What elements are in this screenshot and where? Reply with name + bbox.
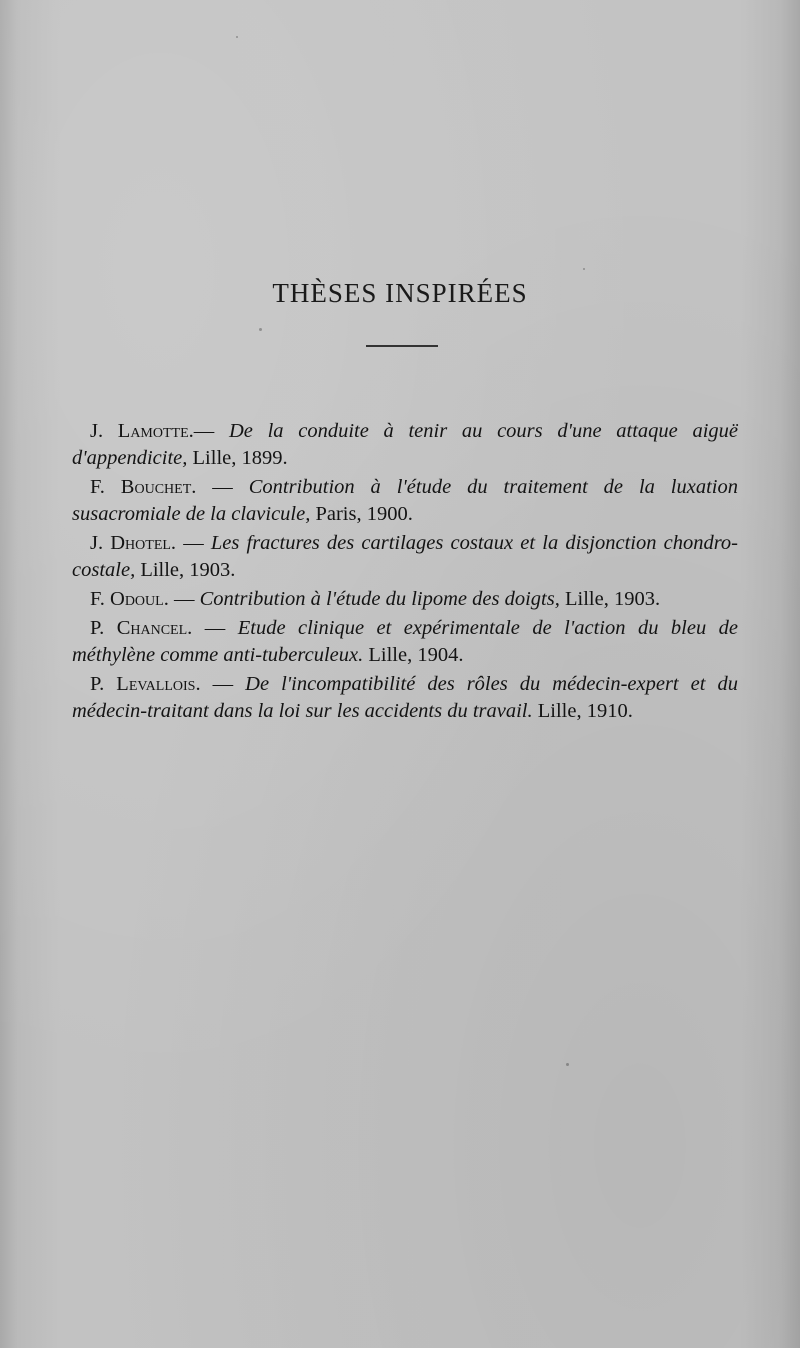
title-rule	[366, 345, 438, 347]
list-item	[72, 530, 738, 584]
entry-publication: Lille, 1903.	[140, 559, 236, 581]
entry-publication: Lille, 1903.	[564, 588, 661, 610]
thesis-list	[72, 418, 738, 727]
entry-work: Contribution à l'étude du lipome des doigts,	[199, 588, 560, 610]
scan-speck	[583, 268, 585, 270]
entry-work: De l'incompatibilité des rôles du médecin-expert et du médecin-traitant dans la loi sur les accidents du travail.	[72, 673, 738, 722]
entry-work: Les fractures des cartilages costaux et la disjonction chondro-costale,	[72, 532, 738, 581]
entry-author: P. Levallois. —	[90, 673, 234, 695]
list-item	[72, 671, 738, 725]
page-title: THÈSES INSPIRÉES	[272, 278, 528, 308]
entry-work: Etude clinique et expérimentale de l'action du bleu de méthylène comme anti-tuberculeux.	[72, 617, 739, 666]
scan-speck	[566, 1063, 569, 1066]
list-item	[72, 615, 738, 669]
entry-author: P. Chancel. —	[90, 617, 226, 639]
entry-author: J. Dhotel. —	[90, 532, 204, 554]
entry-publication: Lille, 1910.	[537, 700, 633, 722]
entry-publication: Paris, 1900.	[315, 503, 413, 525]
list-item	[72, 586, 738, 613]
list-item	[72, 474, 738, 528]
scan-speck	[236, 36, 238, 38]
entry-author: F. Bouchet. —	[90, 476, 233, 498]
list-item	[72, 418, 738, 472]
entry-work: Contribution à l'étude du traitement de la luxation susacromiale de la clavicule,	[72, 476, 738, 525]
entry-publication: Lille, 1899.	[192, 447, 288, 469]
scan-speck	[259, 328, 262, 331]
entry-work: De la conduite à tenir au cours d'une attaque aiguë d'appendicite,	[72, 420, 739, 469]
show-through-texture	[80, 735, 770, 1215]
entry-author: F. Odoul. —	[90, 588, 195, 610]
entry-publication: Lille, 1904.	[368, 644, 464, 666]
entry-author: J. Lamotte.—	[90, 420, 215, 442]
